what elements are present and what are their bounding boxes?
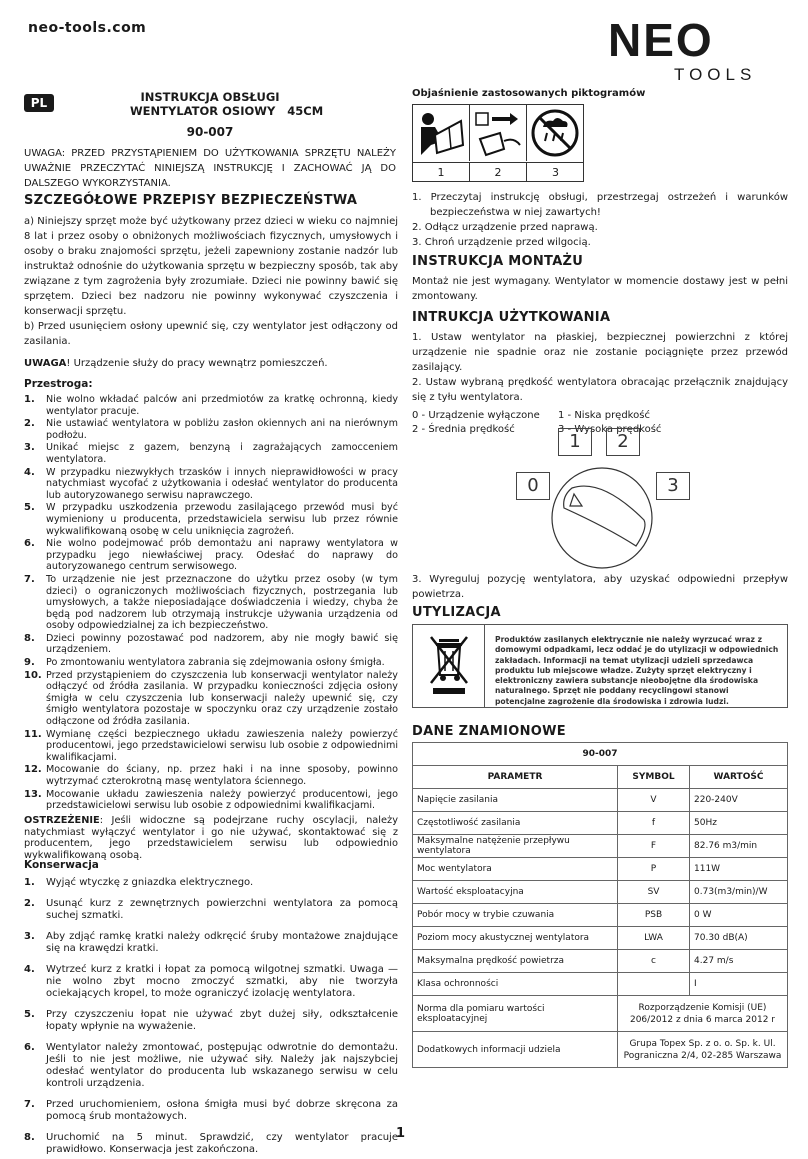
list-item-number: 4.	[24, 964, 35, 975]
safety-para-a: a) Niniejszy sprzęt może być użytkowany przez dzieci w wieku co najmniej 8 lat i przez osoby o obniżonych możliwościach fizycznych, umysłowych i osoby o braku znajomości sprzętu, jeżeli zapewniony zostanie nadzór lub instruktaż odnośnie do użytkowania sprzętu w bezpieczny sposób, tak aby związane z tym zagrożenia były zrozumiałe. Dzieci nie powinny bawić się sprzętem. Dzieci bez nadzoru nie powinny wykonywać czyszczenia i konserwacji sprzętu.	[24, 216, 398, 317]
list-item-text: Przed uruchomieniem, osłona śmigła musi być dobrze skręcona za pomocą śrub montażowych.	[46, 1099, 398, 1122]
list-item	[24, 538, 398, 573]
list-item	[24, 418, 398, 441]
product-code: 90-007	[186, 125, 234, 139]
safety-para-b: b) Przed usunięciem osłony upewnić się, czy wentylator jest odłączony od zasilania.	[24, 321, 398, 347]
maintenance-list	[24, 877, 398, 1156]
dial-label-0: 0	[516, 472, 550, 500]
list-item-number: 3.	[24, 442, 35, 454]
unplug-pictogram	[470, 105, 527, 161]
list-item-number: 11.	[24, 728, 42, 740]
list-item-text: To urządzenie nie jest przeznaczone do użytku przez osoby (w tym dzieci) o ograniczonych możliwościach fizycznych, postrzegania lub umysłowych, a także nieposiadające doświadczenia i wiedzy, chyba że będą pod nadzorem lub otrzymają instrukcje używania urządzenia od osoby odpowiedzialnej za ich bezpieczeństwo.	[46, 573, 398, 632]
maintenance-section	[24, 859, 398, 1159]
list-item	[24, 670, 398, 728]
list-item-text: Mocowanie układu zawieszenia należy powierzyć producentowi, jego przedstawicielowi serwisu lub osobie z odpowiednimi kwalifikacjami.	[46, 788, 398, 812]
list-item-number: 5.	[24, 502, 35, 514]
speed-3: 3 - Wysoka prędkość	[558, 424, 662, 435]
list-item	[24, 574, 398, 632]
logo-main-text: NEO	[608, 20, 714, 66]
maintenance-heading: Konserwacja	[24, 859, 99, 871]
title-line-2: WENTYLATOR OSIOWY 45CM	[130, 104, 324, 118]
list-item	[24, 764, 398, 787]
przestroga-label: Przestroga:	[24, 378, 93, 390]
page-number: 1	[396, 1126, 406, 1141]
list-item-number: 7.	[24, 1099, 35, 1110]
list-item-text: Nie wolno wkładać palców ani przedmiotów za kratkę ochronną, kiedy wentylator pracuje.	[46, 394, 398, 417]
pictogram-item-1: 1. Przeczytaj instrukcję obsługi, przestrzegaj ostrzeżeń i warunków bezpieczeństwa w niej zawartych!	[412, 192, 788, 218]
weee-icon-cell	[413, 625, 485, 707]
rating-code-cell: 90-007	[413, 743, 788, 766]
list-item-number: 6.	[24, 538, 35, 550]
neo-tools-logo	[606, 20, 782, 84]
list-item-number: 7.	[24, 573, 35, 585]
table-row	[413, 973, 788, 996]
cell-symbol: PSB	[618, 904, 690, 927]
assembly-heading: INSTRUKCJA MONTAŻU	[412, 254, 584, 269]
list-item	[24, 633, 398, 656]
speed-1: 1 - Niska prędkość	[558, 410, 650, 421]
document-title	[130, 90, 324, 118]
list-item-number: 3.	[24, 931, 35, 942]
rating-table	[412, 742, 788, 1068]
list-item-text: W przypadku uszkodzenia przewodu zasilającego przewód musi być wymieniony u producenta, przedstawiciela serwisu lub przez równie wykwalifikowaną osobę w celu uniknięcia zagrożeń.	[46, 502, 398, 537]
list-item	[24, 789, 398, 812]
dial-knob-icon	[512, 424, 692, 574]
list-item	[24, 442, 398, 465]
table-row	[413, 927, 788, 950]
pictogram-heading: Objaśnienie zastosowanych piktogramów	[412, 88, 646, 99]
table-row	[413, 881, 788, 904]
table-row	[413, 812, 788, 835]
list-item	[24, 898, 398, 922]
list-item	[24, 877, 398, 889]
pictogram-item-2: 2. Odłącz urządzenie przed naprawą.	[412, 222, 598, 233]
site-url: neo-tools.com	[28, 20, 147, 36]
list-item-text: Nie wolno podejmować prób demontażu ani naprawy wentylatora w przypadku jego niewłaściwej pracy. Odesłać do naprawy do autoryzowanego centrum serwisowego.	[46, 538, 398, 573]
list-item	[24, 1009, 398, 1033]
usage-step-1: 1. Ustaw wentylator na płaskiej, bezpiecznej powierzchni z której urządzenie nie spadnie oraz nie zostanie pociągnięte przez przewód zasilający.	[412, 332, 788, 373]
cell-symbol	[618, 973, 690, 996]
cell-param: Pobór mocy w trybie czuwania	[413, 904, 618, 927]
table-row	[413, 858, 788, 881]
rating-code-row	[413, 743, 788, 766]
cell-param: Napięcie zasilania	[413, 789, 618, 812]
table-row	[413, 789, 788, 812]
cell-param: Klasa ochronności	[413, 973, 618, 996]
cell-value: 0.73(m3/min)/W	[690, 881, 788, 904]
uwaga-rest: ! Urządzenie służy do pracy wewnątrz pomieszczeń.	[66, 358, 328, 369]
cell-param: Częstotliwość zasilania	[413, 812, 618, 835]
pictogram-num-1: 1	[413, 162, 470, 182]
pictogram-table	[412, 104, 584, 182]
list-item	[24, 1099, 398, 1123]
cell-value: 0 W	[690, 904, 788, 927]
list-item-text: Nie ustawiać wentylatora w pobliżu zasłon okiennych ani na nierównym podłożu.	[46, 418, 398, 441]
cell-symbol: P	[618, 858, 690, 881]
list-item-text: Wentylator należy zmontować, postępując odwrotnie do demontażu. Jeśli to nie jest możliwe, nie używać siły. Należy jak najszybciej odesłać wentylator do producenta lub wskazanego serwisu w celu kontroli urządzenia.	[46, 1042, 398, 1089]
assembly-text: Montaż nie jest wymagany. Wentylator w momencie dostawy jest w pełni zmontowany.	[412, 276, 788, 302]
pictogram-num-2: 2	[470, 162, 527, 182]
rating-rows	[413, 789, 788, 996]
unplug-icon	[470, 105, 526, 161]
ostrzezenie-paragraph	[24, 815, 398, 862]
disposal-box	[412, 624, 788, 708]
table-row	[413, 835, 788, 858]
neo-tools-logo-graphic	[606, 20, 782, 84]
list-item-text: Dzieci powinny pozostawać pod nadzorem, aby nie mogły bawić się urządzeniem.	[46, 632, 398, 656]
list-item-number: 13.	[24, 788, 42, 800]
disposal-text: Produktów zasilanych elektrycznie nie należy wyrzucać wraz z domowymi odpadkami, lecz oddać je do utylizacji w odpowiednich zakładach. Informacji na temat utylizacji udzieli sprzedawca produktu lub miejscowe władze. Zużyty sprzęt elektryczny i elektroniczny zawiera substancje nieobojętne dla środowiska naturalnego. Sprzęt nie poddany recyclingowi stanowi potencjalne zagrożenie dla środowiska i zdrowia ludzi.	[495, 635, 779, 706]
cell-symbol: F	[618, 835, 690, 858]
pictogram-item-3: 3. Chroń urządzenie przed wilgocią.	[412, 237, 591, 248]
uwaga-line	[24, 356, 398, 371]
list-item	[24, 729, 398, 764]
cell-symbol: c	[618, 950, 690, 973]
cell-value: 111W	[690, 858, 788, 881]
moisture-pictogram	[527, 105, 584, 161]
list-item-number: 8.	[24, 632, 35, 644]
safety-section	[24, 193, 398, 862]
list-item-number: 1.	[24, 394, 35, 405]
list-item-number: 6.	[24, 1042, 35, 1053]
intro-warning: UWAGA: PRZED PRZYSTĄPIENIEM DO UŻYTKOWANIA SPRZĘTU NALEŻY UWAŻNIE PRZECZYTAĆ NINIEJSZĄ INSTRUKCJĘ I ZACHOWAĆ JĄ DO DALSZEGO WYKORZYSTANIA.	[24, 148, 396, 189]
list-item-number: 12.	[24, 764, 42, 776]
cell-symbol: V	[618, 789, 690, 812]
usage-step-2: 2. Ustaw wybraną prędkość wentylatora obracając przełącznik znajdujący się z tyłu wentylatora.	[412, 377, 788, 403]
safety-list	[24, 394, 398, 812]
pictogram-num-3: 3	[527, 162, 584, 182]
rating-norm-row	[413, 996, 788, 1032]
crossed-bin-icon	[413, 625, 485, 707]
usage-section	[412, 310, 788, 439]
table-row	[413, 904, 788, 927]
cell-value: 50Hz	[690, 812, 788, 835]
read-manual-icon	[413, 105, 469, 161]
dial-label-1: 1	[558, 428, 592, 456]
list-item-text: Wyjąć wtyczkę z gniazdka elektrycznego.	[46, 877, 254, 888]
read-manual-pictogram	[413, 105, 470, 161]
speed-2: 2 - Średnia prędkość	[412, 424, 515, 435]
safety-heading: SZCZEGÓŁOWE PRZEPISY BEZPIECZEŃSTWA	[24, 193, 358, 208]
list-item-text: Wytrzeć kurz z kratki i łopat za pomocą wilgotnej szmatki. Uwaga — nie wolno zbyt mocno zmoczyć szmatki, aby nie tworzyła ociekających kropel, to może ograniczyć izolację wentylatora.	[46, 964, 398, 999]
cell-symbol: SV	[618, 881, 690, 904]
dial-label-2: 2	[606, 428, 640, 456]
cell-value: 220-240V	[690, 789, 788, 812]
cell-value: 4.27 m/s	[690, 950, 788, 973]
list-item	[24, 1132, 398, 1156]
rating-header-row	[413, 766, 788, 789]
list-item-text: Aby zdjąć ramkę kratki należy odkręcić śruby montażowe znajdujące się na krawędzi kratki.	[46, 931, 398, 954]
logo-sub-text: TOOLS	[674, 65, 757, 84]
list-item-text: Uruchomić na 5 minut. Sprawdzić, czy wentylator pracuje prawidłowo. Konserwacja jest zakończona.	[46, 1132, 398, 1155]
list-item-number: 1.	[24, 877, 35, 888]
no-moisture-icon	[527, 105, 583, 161]
list-item	[24, 467, 398, 502]
list-item-number: 5.	[24, 1009, 35, 1020]
norm-value: Rozporządzenie Komisji (UE) 206/2012 z dnia 6 marca 2012 r	[618, 996, 788, 1032]
cell-value: 82.76 m3/min	[690, 835, 788, 858]
list-item-number: 10.	[24, 669, 42, 681]
list-item-number: 8.	[24, 1132, 35, 1143]
list-item-text: W przypadku niezwykłych trzasków i innych nieprawidłowości w pracy natychmiast wycofać z użytkowania i odesłać wentylator do producenta lub autoryzowanego serwisu naprawczego.	[46, 466, 398, 501]
list-item-number: 9.	[24, 657, 35, 669]
pictogram-explanations	[412, 190, 788, 250]
disposal-heading: UTYLIZACJA	[412, 605, 501, 620]
ostrzezenie-rest: : Jeśli widoczne są podejrzane ruchy oscylacji, należy natychmiast wyłączyć wentylator i go nie używać, skontaktować się z producentem, jego przedstawicielem serwisu lub odpowiednio wykwalifikowaną osobą.	[24, 814, 398, 862]
list-item-text: Przed przystąpieniem do czyszczenia lub konserwacji wentylator należy odłączyć od źródła zasilania. W przypadku konieczności zdjęcia osłony śmigła w celu czyszczenia lub konserwacji należy upewnić się, czy śmigło wentylatora pozostaje w spoczynku oraz czy urządzenie zostało odłączone od źródła zasilania.	[46, 669, 398, 728]
cell-param: Maksymalna prędkość powietrza	[413, 950, 618, 973]
usage-heading: INTRUKCJA UŻYTKOWANIA	[412, 310, 611, 325]
list-item	[24, 964, 398, 1000]
dial-label-3: 3	[656, 472, 690, 500]
table-row	[413, 950, 788, 973]
list-item-number: 2.	[24, 418, 35, 430]
col-symbol-header: SYMBOL	[618, 766, 690, 789]
list-item-text: Mocowanie do ściany, np. przez haki i na inne sposoby, powinno wytrzymać czterokrotną masę wentylatora ściennego.	[46, 764, 398, 787]
list-item-number: 2.	[24, 898, 35, 909]
uwaga-bold: UWAGA	[24, 358, 67, 369]
cell-param: Moc wentylatora	[413, 858, 618, 881]
rating-info-row	[413, 1032, 788, 1068]
list-item-number: 4.	[24, 466, 35, 478]
list-item	[24, 931, 398, 955]
title-line-1: INSTRUKCJA OBSŁUGI	[140, 90, 280, 104]
cell-value: 70.30 dB(A)	[690, 927, 788, 950]
usage-step-3: 3. Wyreguluj pozycję wentylatora, aby uzyskać odpowiedni przepływ powietrza.	[412, 574, 788, 600]
cell-symbol: LWA	[618, 927, 690, 950]
info-label: Dodatkowych informacji udziela	[413, 1032, 618, 1068]
language-badge: PL	[24, 94, 54, 112]
cell-symbol: f	[618, 812, 690, 835]
list-item-text: Usunąć kurz z zewnętrznych powierzchni wentylatora za pomocą suchej szmatki.	[46, 898, 398, 921]
list-item	[24, 502, 398, 537]
rating-heading: DANE ZNAMIONOWE	[412, 724, 566, 739]
list-item-text: Przy czyszczeniu łopat nie używać zbyt dużej siły, odkształcenie łopaty wpłynie na wyważenie.	[46, 1009, 398, 1032]
list-item	[24, 394, 398, 417]
cell-value: I	[690, 973, 788, 996]
ostrzezenie-bold: OSTRZEŻENIE	[24, 814, 100, 826]
speed-dial-diagram	[512, 424, 692, 574]
list-item-text: Unikać miejsc z gazem, benzyną i zagrażających zamocceniem wentylatora.	[46, 442, 398, 465]
list-item-text: Po zmontowaniu wentylatora zabrania się zdejmowania osłony śmigła.	[46, 657, 385, 669]
list-item	[24, 1042, 398, 1090]
info-value: Grupa Topex Sp. z o. o. Sp. k. Ul. Pograniczna 2/4, 02-285 Warszawa	[618, 1032, 788, 1068]
col-param-header: PARAMETR	[413, 766, 618, 789]
col-value-header: WARTOŚĆ	[690, 766, 788, 789]
assembly-section	[412, 254, 788, 304]
list-item-text: Wymianę części bezpiecznego układu zawieszenia należy powierzyć producentowi, jego przedstawicielowi serwisu lub osobie z odpowiednimi kwalifikacjami.	[46, 728, 398, 763]
cell-param: Wartość eksploatacyjna	[413, 881, 618, 904]
list-item	[24, 657, 398, 669]
cell-param: Maksymalne natężenie przepływu wentylatora	[413, 835, 618, 858]
cell-param: Poziom mocy akustycznej wentylatora	[413, 927, 618, 950]
speed-0: 0 - Urządzenie wyłączone	[412, 410, 540, 421]
norm-label: Norma dla pomiaru wartości eksploatacyjnej	[413, 996, 618, 1032]
